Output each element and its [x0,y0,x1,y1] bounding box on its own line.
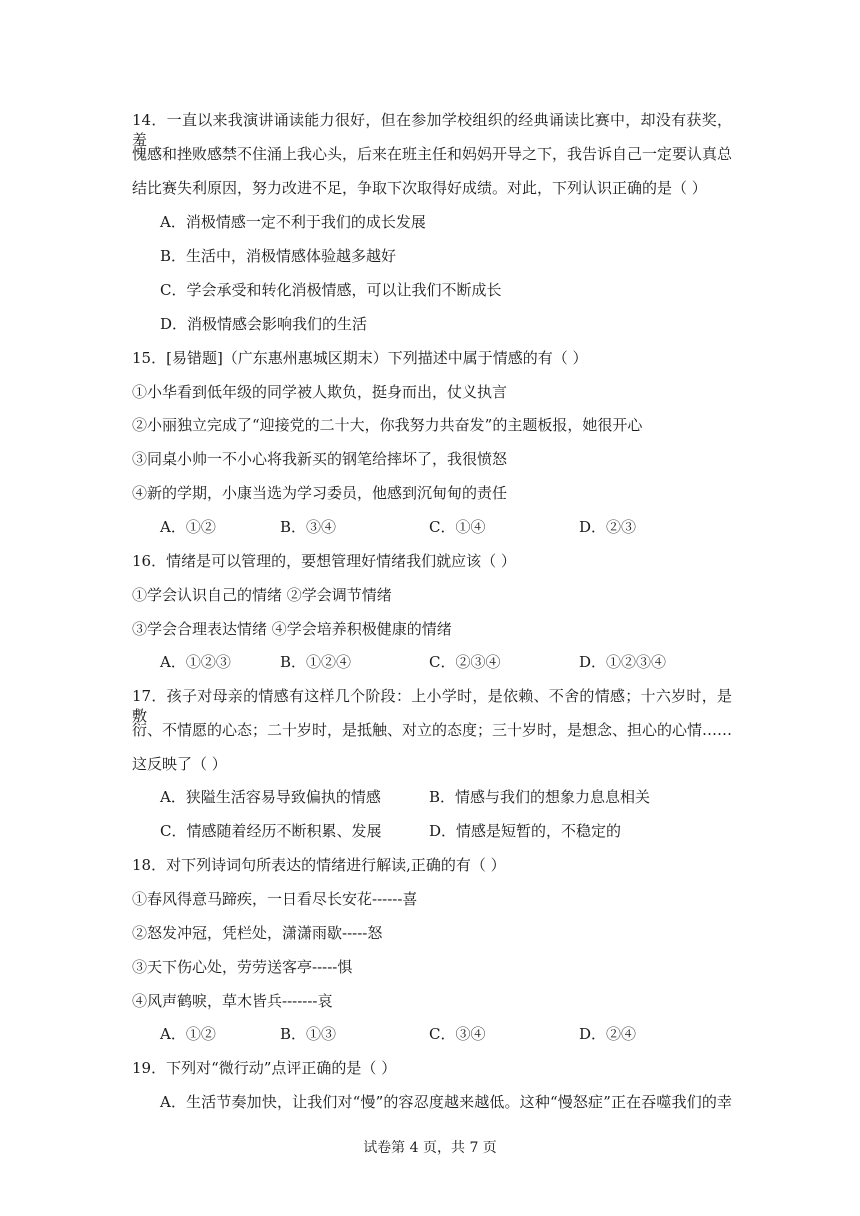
question-16-options [160,652,740,672]
question-17-option-b: B．情感与我们的想象力息息相关 [429,788,651,806]
question-16-option-d: D．①②③④ [579,653,667,671]
question-15-statement-3: ③同桌小帅一不小心将我新买的钢笔给摔坏了，我很愤怒 [132,450,508,468]
question-16-statement-2: ③学会合理表达情绪 ④学会培养积极健康的情绪 [132,620,452,638]
question-14-stem-line-3: 结比赛失利原因，努力改进不足，争取下次取得好成绩。对此，下列认识正确的是（ ） [132,179,707,197]
question-15-option-d: D．②③ [579,518,637,536]
question-14-option-c: C．学会承受和转化消极情感，可以让我们不断成长 [160,281,502,299]
question-18-option-d: D．②④ [579,1025,637,1043]
question-19-option-a: A．生活节奏加快，让我们对“慢”的容忍度越来越低。这种“慢怒症”正在吞噬我们的幸 [160,1093,732,1111]
question-14-option-a: A．消极情感一定不利于我们的成长发展 [160,213,426,231]
page-footer: 试卷第 4 页，共 7 页 [363,1140,497,1156]
question-18-statement-2: ②怒发冲冠，凭栏处，潇潇雨歇-----怒 [132,924,383,942]
question-16-statement-1: ①学会认识自己的情绪 ②学会调节情绪 [132,586,392,604]
question-16-option-a: A．①②③ [160,653,231,671]
question-18-option-b: B．①③ [280,1025,337,1043]
question-16-option-c: C．②③④ [429,653,501,671]
question-14-option-d: D．消极情感会影响我们的生活 [160,315,368,333]
question-18-statement-4: ④风声鹤唳，草木皆兵-------哀 [132,992,333,1010]
question-17-stem-line-1: 17．孩子对母亲的情感有这样几个阶段：上小学时，是依赖、不舍的情感；十六岁时，是敷 [132,687,732,725]
question-17-options-row-2 [160,821,740,841]
question-17-stem-line-3: 这反映了（ ） [132,755,227,773]
question-16-stem: 16．情绪是可以管理的，要想管理好情绪我们就应该（ ） [132,552,516,570]
question-18-option-c: C．③④ [429,1025,486,1043]
question-15-option-b: B．③④ [280,518,337,536]
question-16-option-b: B．①②④ [280,653,352,671]
question-19-stem: 19．下列对“微行动”点评正确的是（ ） [132,1059,397,1077]
question-14-stem-line-1: 14．一直以来我演讲诵读能力很好，但在参加学校组织的经典诵读比赛中，却没有获奖，羞 [132,111,732,149]
question-17-option-a: A．狭隘生活容易导致偏执的情感 [160,788,381,806]
question-18-option-a: A．①② [160,1025,216,1043]
question-15-statement-4: ④新的学期，小康当选为学习委员，他感到沉甸甸的责任 [132,484,508,502]
question-15-statement-1: ①小华看到低年级的同学被人欺负，挺身而出，仗义执言 [132,383,508,401]
question-18-stem: 18．对下列诗词句所表达的情绪进行解读,正确的有（ ） [132,856,506,874]
question-18-statement-1: ①春风得意马蹄疾，一日看尽长安花------喜 [132,890,418,908]
question-15-statement-2: ②小丽独立完成了“迎接党的二十大，你我努力共奋发”的主题板报，她很开心 [132,416,643,434]
question-17-option-d: D．情感是短暂的，不稳定的 [429,822,622,840]
question-17-option-c: C．情感随着经历不断积累、发展 [160,822,382,840]
question-17-options-row-1 [160,787,740,807]
question-18-statement-3: ③天下伤心处，劳劳送客亭-----惧 [132,958,353,976]
question-15-options [160,517,740,537]
question-15-option-a: A．①② [160,518,216,536]
question-17-stem-line-2: 衍、不情愿的心态；二十岁时，是抵触、对立的态度；三十岁时，是想念、担心的心情…… [132,721,733,739]
question-18-options [160,1024,740,1044]
question-15-option-c: C．①④ [429,518,486,536]
question-14-stem-line-2: 愧感和挫败感禁不住涌上我心头，后来在班主任和妈妈开导之下，我告诉自己一定要认真总 [132,145,733,163]
question-15-stem: 15．[易错题]（广东惠州惠城区期末）下列描述中属于情感的有（ ） [132,349,588,367]
question-14-option-b: B．生活中，消极情感体验越多越好 [160,247,397,265]
